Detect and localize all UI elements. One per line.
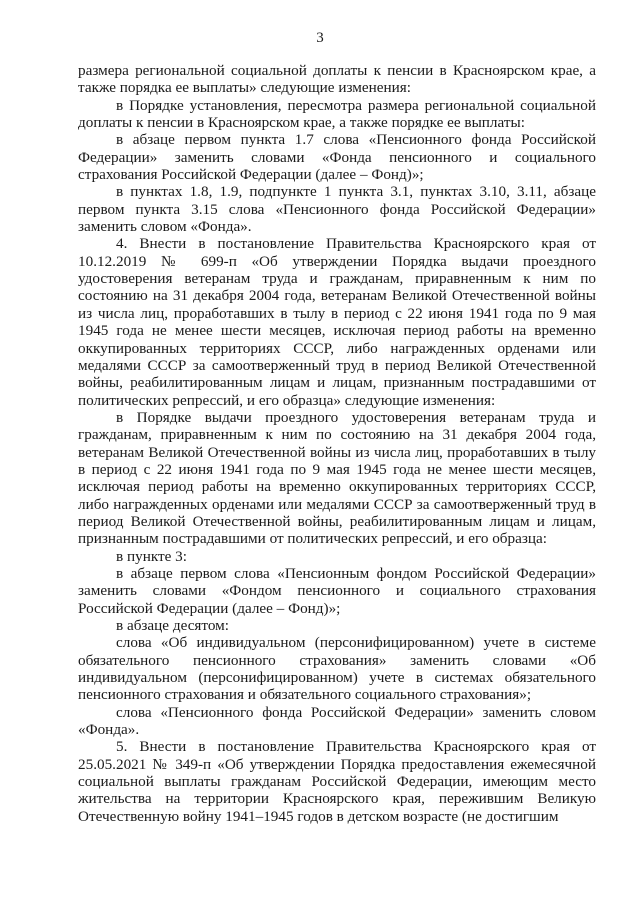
paragraph-12: 5. Внести в постановление Правительства Красноярского края от 25.05.2021 № 349-п «Об утверждении Порядка предоставления ежемесячной социальной выплаты гражданам Российской Федерации, имеющим место жительства на территории Красноярского края, пережившим Великую Отечественную войну 1941–1945 годов в детском возрасте (не достигшим [78,738,596,825]
paragraph-11: слова «Пенсионного фонда Российской Федерации» заменить словом «Фонда». [78,703,596,739]
paragraph-7: в пункте 3: [116,547,187,565]
paragraph-5: 4. Внести в постановление Правительства Красноярского края от 10.12.2019 № 699-п «Об утверждении Порядка выдачи проездного удостоверения ветеранам труда и гражданам, приравненным к ним по состоянию на 31 декабря 2004 года, ветеранам Великой Отечественной войны из числа лиц, проработавших в тылу в период с 22 июня 1941 года по 9 мая 1945 года не менее шести месяцев, исключая период работы на временно оккупированных территориях СССР, либо награжденных орденами или медалями СССР за самоотверженный труд в период Великой Отечественной войны, реабилитированным лицам и лицам, признанным пострадавшими от политических репрессий, и его образца» следующие изменения: [78,235,596,409]
paragraph-3: в абзаце первом пункта 1.7 слова «Пенсионного фонда Российской Федерации» заменить словами «Фонда пенсионного и социального страхования Российской Федерации (далее – Фонд)»; [78,131,596,184]
paragraph-1: размера региональной социальной доплаты к пенсии в Красноярском крае, а также порядка ее выплаты» следующие изменения: [78,62,596,97]
paragraph-10: слова «Об индивидуальном (персонифицированном) учете в системе обязательного пенсионного страхования» заменить словами «Об индивидуальном (персонифицированном) учете в системах обязательного пенсионного страхования и обязательного социального страхования»; [78,634,596,704]
page-number: 3 [316,30,324,46]
paragraph-4: в пунктах 1.8, 1.9, подпункте 1 пункта 3.1, пунктах 3.10, 3.11, абзаце первом пункта 3.15 слова «Пенсионного фонда Российской Федерации» заменить словом «Фонда». [78,183,596,236]
paragraph-9: в абзаце десятом: [116,617,229,634]
paragraph-8: в абзаце первом слова «Пенсионным фондом Российской Федерации» заменить словами «Фондом пенсионного и социального страхования Российской Федерации (далее – Фонд)»; [78,564,596,617]
document-body [78,62,596,825]
paragraph-6: в Порядке выдачи проездного удостоверения ветеранам труда и гражданам, приравненным к ним по состоянию на 31 декабря 2004 года, ветеранам Великой Отечественной войны из числа лиц, проработавших в тылу в период с 22 июня 1941 года по 9 мая 1945 года не менее шести месяцев, исключая период работы на временно оккупированных территориях СССР, либо награжденных орденами или медалями СССР за самоотверженный труд в период Великой Отечественной войны, реабилитированным лицам и лицам, признанным пострадавшими от политических репрессий, и его образца: [78,408,596,548]
paragraph-2: в Порядке установления, пересмотра размера региональной социальной доплаты к пенсии в Красноярском крае, а также порядке ее выплаты: [78,96,596,132]
